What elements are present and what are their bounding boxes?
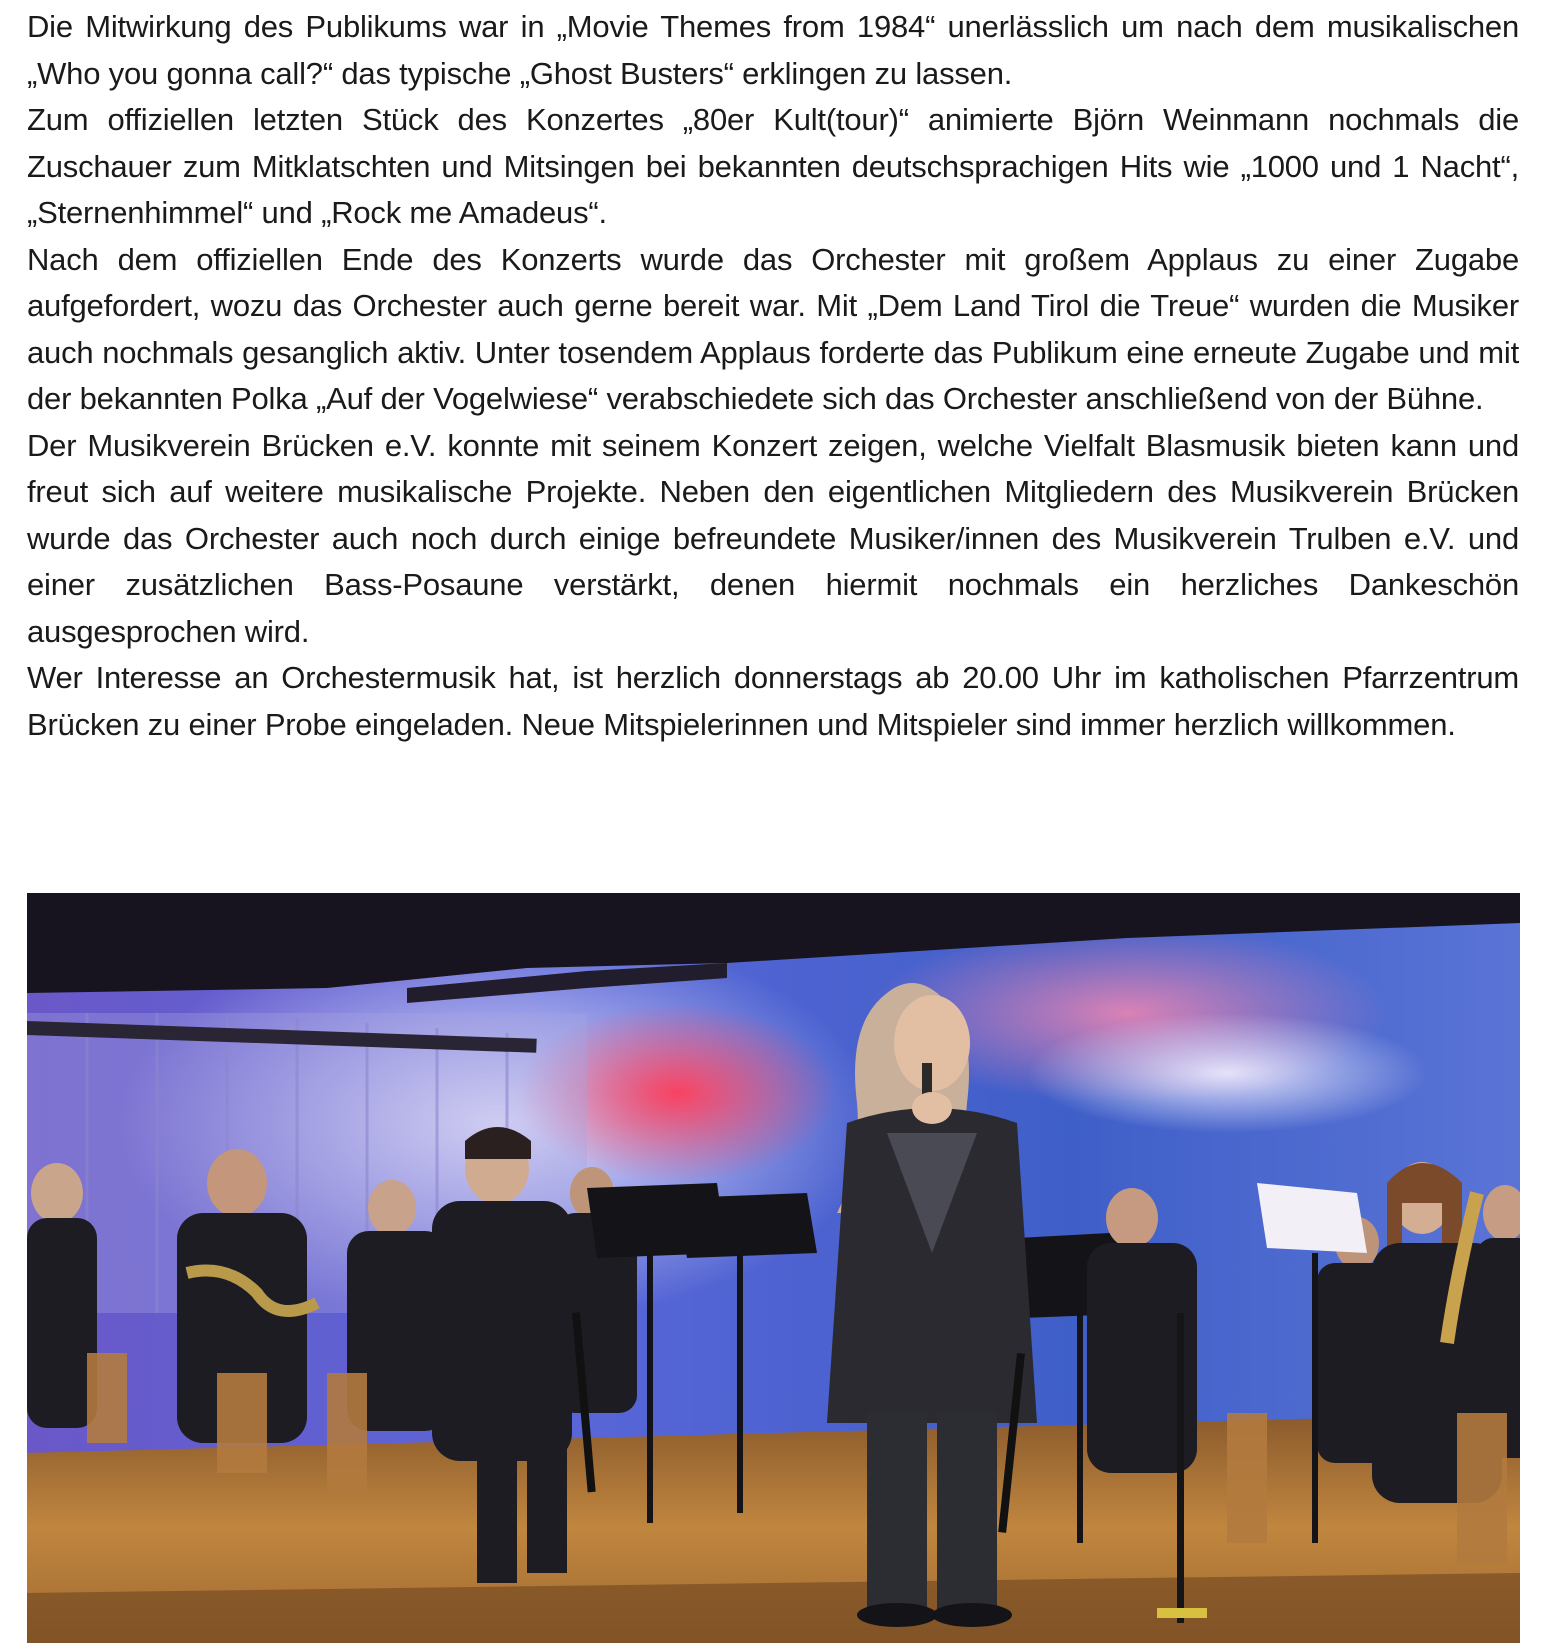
sheet-music (1257, 1183, 1367, 1253)
concert-photo (27, 893, 1520, 1643)
microphone-stand (1177, 1313, 1184, 1623)
article-text (27, 4, 1519, 748)
paragraph: Der Musikverein Brücken e.V. konnte mit seinem Konzert zeigen, welche Vielfalt Blasmusik bieten kann und freut sich auf weitere musikalische Projekte. Neben den eigentlichen Mitgliedern des Musikverein Brücken wurde das Orchester auch noch durch einige befreundete Musiker/innen des Musikverein Trulben e.V. und einer zusätzlichen Bass-Posaune verstärkt, denen hiermit nochmals ein herzliches Dankeschön ausgesprochen wird. (27, 427, 1519, 649)
paragraph: Nach dem offiziellen Ende des Konzerts wurde das Orchester mit großem Applaus zu einer Zugabe aufgefordert, wozu das Orchester auch gerne bereit war. Mit „Dem Land Tirol die Treue“ wurden die Musiker auch nochmals gesanglich aktiv. Unter tosendem Applaus forderte das Publikum eine erneute Zugabe und mit der bekannten Polka „Auf der Vogelwiese“ verabschiedete sich das Orchester anschließend von der Bühne. (27, 241, 1519, 416)
paragraph: Wer Interesse an Orchestermusik hat, ist herzlich donnerstags ab 20.00 Uhr im katholischen Pfarrzentrum Brücken zu einer Probe eingeladen. Neue Mitspielerinnen und Mitspieler sind immer herzlich willkommen. (27, 660, 1519, 742)
paragraph: Die Mitwirkung des Publikums war in „Movie Themes from 1984“ unerlässlich um nach dem musikalischen „Who you gonna call?“ das typische „Ghost Busters“ erklingen zu lassen. (27, 9, 1519, 91)
paragraph: Zum offiziellen letzten Stück des Konzertes „80er Kult(tour)“ animierte Björn Weinmann nochmals die Zuschauer zum Mitklatschten und Mitsingen bei bekannten deutschsprachigen Hits wie „1000 und 1 Nacht“, „Sternenhimmel“ und „Rock me Amadeus“. (27, 102, 1519, 230)
concert-stage-illustration (27, 893, 1520, 1643)
